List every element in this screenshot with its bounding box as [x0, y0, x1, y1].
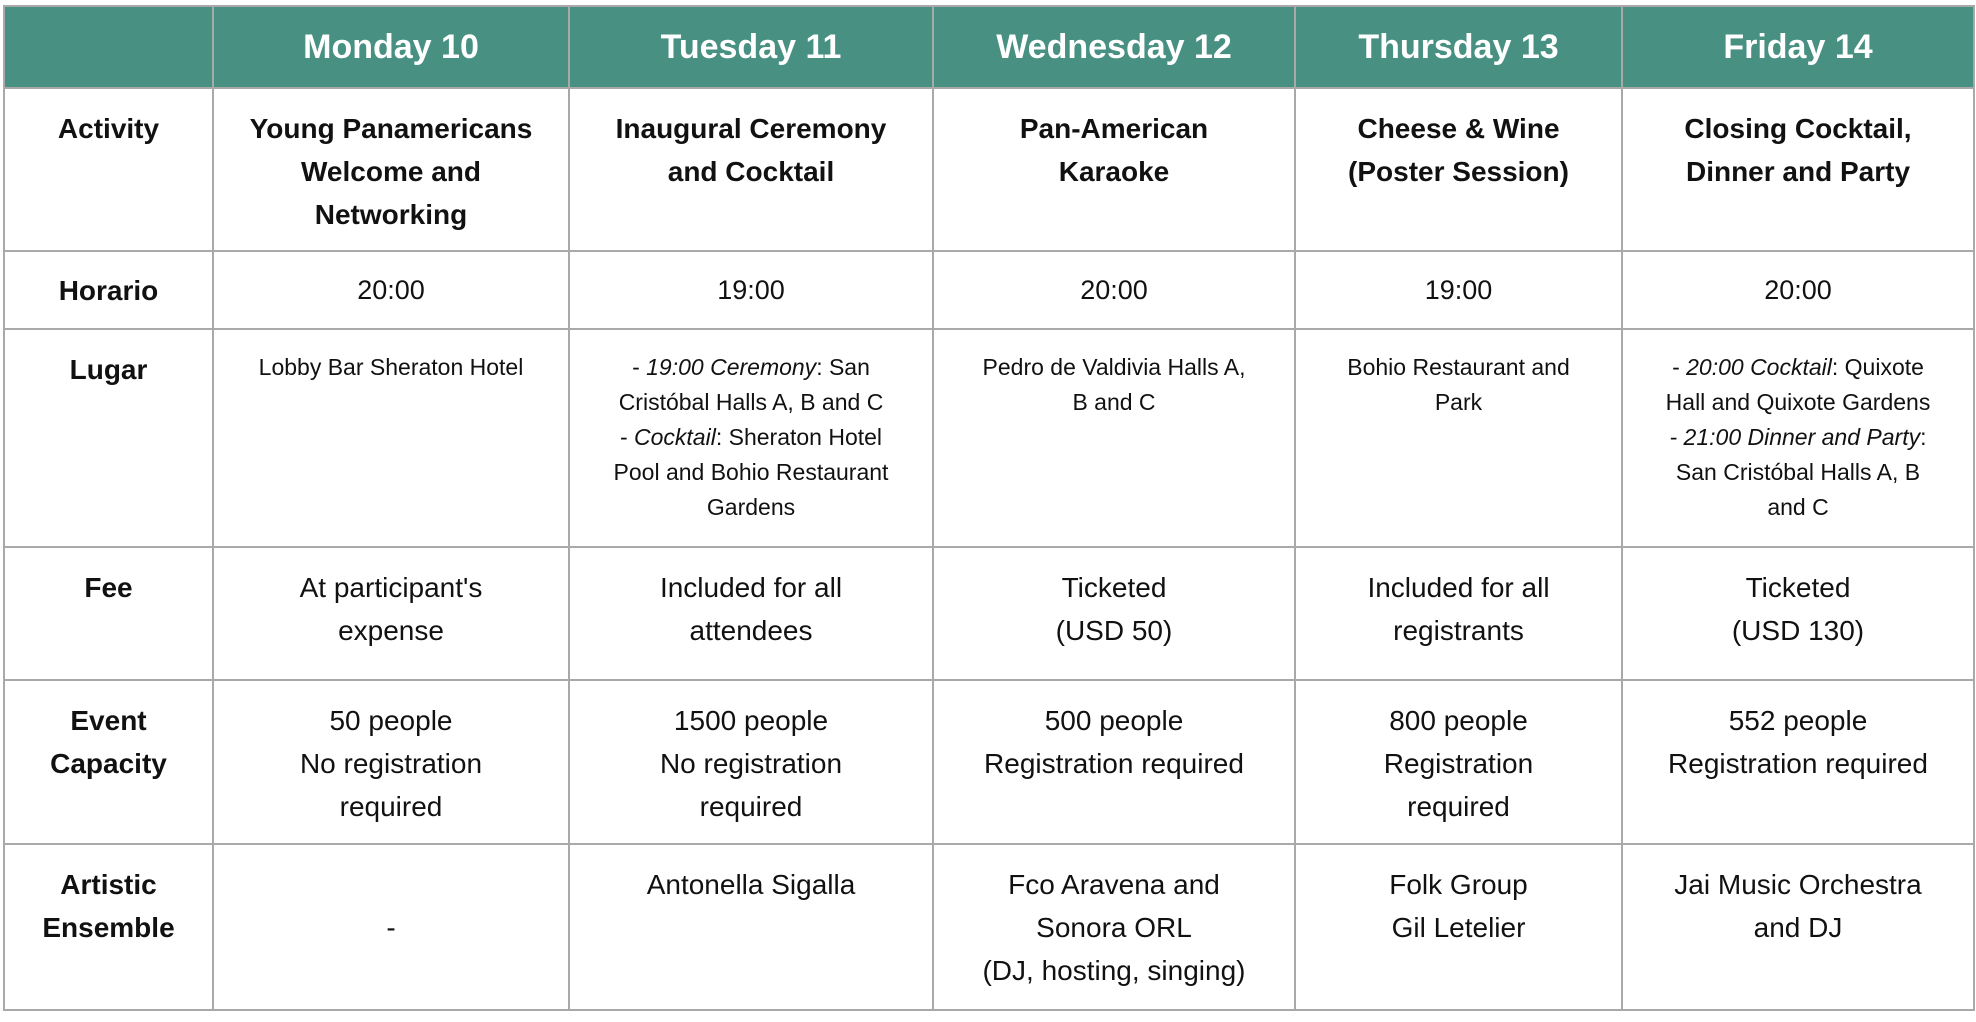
- activity-text: Networking: [314, 199, 468, 230]
- activity-text: Dinner and Party: [1685, 156, 1911, 187]
- capacity-row: [4, 680, 1974, 844]
- activity-text: Inaugural Ceremony: [615, 113, 887, 144]
- activity-text: and Cocktail: [667, 156, 835, 187]
- ensemble-text: -: [386, 911, 396, 943]
- place-cell-wednesday: [933, 329, 1295, 547]
- time-cell-friday: 20:00: [1622, 251, 1974, 329]
- place-text: Pool and Bohio Restaurant: [613, 459, 889, 485]
- place-cell-tuesday: [569, 329, 933, 547]
- time-cell-monday: 20:00: [213, 251, 569, 329]
- capacity-text: 50 people: [329, 705, 453, 736]
- event-schedule-table: [3, 5, 1975, 1011]
- activity-text: Welcome and: [301, 156, 481, 187]
- fee-cell-thursday: [1295, 547, 1622, 680]
- place-item-title: 19:00 Ceremony: [646, 354, 817, 380]
- header-row: [4, 6, 1974, 88]
- place-text: : Quixote: [1831, 354, 1924, 380]
- place-text: and C: [1767, 494, 1829, 520]
- place-text: Cristóbal Halls A, B and C: [618, 389, 884, 415]
- ensemble-text: (DJ, hosting, singing): [982, 955, 1246, 986]
- fee-text: Ticketed: [1745, 572, 1851, 603]
- capacity-text: No registration: [299, 748, 483, 779]
- capacity-text: 500 people: [1044, 705, 1184, 736]
- ensemble-cell-monday: [213, 844, 569, 1010]
- place-item-title: 20:00 Cocktail: [1686, 354, 1832, 380]
- fee-text: Included for all: [1367, 572, 1550, 603]
- fee-text: At participant's: [299, 572, 483, 603]
- fee-text: (USD 50): [1055, 615, 1173, 646]
- place-cell-thursday: [1295, 329, 1622, 547]
- row-label-fee: Fee: [4, 547, 213, 680]
- activity-text: Young Panamericans: [249, 113, 533, 144]
- fee-text: (USD 130): [1731, 615, 1865, 646]
- ensemble-text: Antonella Sigalla: [646, 869, 856, 900]
- capacity-cell-thursday: [1295, 680, 1622, 844]
- place-text: Park: [1434, 389, 1483, 415]
- list-dash: -: [1672, 354, 1687, 380]
- place-text: Lobby Bar Sheraton Hotel: [258, 354, 524, 380]
- fee-cell-friday: [1622, 547, 1974, 680]
- place-text: Gardens: [706, 494, 796, 520]
- activity-cell-wednesday: [933, 88, 1295, 251]
- fee-text: attendees: [689, 615, 813, 646]
- capacity-text: required: [339, 791, 443, 822]
- row-label-text: Ensemble: [42, 912, 175, 943]
- fee-text: Ticketed: [1061, 572, 1167, 603]
- fee-row: [4, 547, 1974, 680]
- header-day-friday: Friday 14: [1622, 6, 1974, 88]
- header-day-tuesday: Tuesday 11: [569, 6, 933, 88]
- fee-text: expense: [338, 615, 444, 646]
- header-day-thursday: Thursday 13: [1295, 6, 1622, 88]
- row-label-text: Capacity: [50, 748, 167, 779]
- time-cell-wednesday: 20:00: [933, 251, 1295, 329]
- activity-cell-friday: [1622, 88, 1974, 251]
- capacity-text: required: [1407, 791, 1510, 822]
- capacity-cell-wednesday: [933, 680, 1295, 844]
- fee-text: registrants: [1393, 615, 1524, 646]
- ensemble-cell-wednesday: [933, 844, 1295, 1010]
- ensemble-cell-thursday: [1295, 844, 1622, 1010]
- header-day-wednesday: Wednesday 12: [933, 6, 1295, 88]
- row-label-horario: Horario: [4, 251, 213, 329]
- fee-cell-monday: [213, 547, 569, 680]
- place-text: Bohio Restaurant and: [1347, 354, 1570, 380]
- place-text: San Cristóbal Halls A, B: [1675, 459, 1921, 485]
- ensemble-row: [4, 844, 1974, 1010]
- row-label-capacity: [4, 680, 213, 844]
- header-day-monday: Monday 10: [213, 6, 569, 88]
- row-label-text: Event: [70, 705, 147, 736]
- place-text: :: [1920, 424, 1927, 450]
- row-label-text: Artistic: [60, 869, 157, 900]
- fee-cell-wednesday: [933, 547, 1295, 680]
- place-text: B and C: [1072, 389, 1156, 415]
- capacity-cell-tuesday: [569, 680, 933, 844]
- row-label-activity: Activity: [4, 88, 213, 251]
- lugar-row: [4, 329, 1974, 547]
- place-item-title: Cocktail: [634, 424, 716, 450]
- activity-text: Cheese & Wine: [1357, 113, 1560, 144]
- ensemble-cell-tuesday: [569, 844, 933, 1010]
- time-cell-thursday: 19:00: [1295, 251, 1622, 329]
- place-cell-friday: [1622, 329, 1974, 547]
- activity-cell-thursday: [1295, 88, 1622, 251]
- time-cell-tuesday: 19:00: [569, 251, 933, 329]
- activity-cell-tuesday: [569, 88, 933, 251]
- activity-row: [4, 88, 1974, 251]
- activity-text: Pan-American: [1019, 113, 1209, 144]
- place-text: : San: [816, 354, 870, 380]
- ensemble-text: Folk Group: [1389, 869, 1528, 900]
- capacity-cell-friday: [1622, 680, 1974, 844]
- fee-cell-tuesday: [569, 547, 933, 680]
- ensemble-text: Jai Music Orchestra: [1674, 869, 1922, 900]
- fee-text: Included for all: [659, 572, 843, 603]
- place-text: Pedro de Valdivia Halls A,: [982, 354, 1246, 380]
- place-text: : Sheraton Hotel: [715, 424, 883, 450]
- capacity-text: required: [699, 791, 803, 822]
- place-item-title: - 21:00 Dinner and Party: [1669, 424, 1921, 450]
- capacity-text: No registration: [659, 748, 843, 779]
- place-cell-monday: [213, 329, 569, 547]
- list-dash: -: [632, 354, 647, 380]
- activity-text: Karaoke: [1058, 156, 1170, 187]
- horario-row: [4, 251, 1974, 329]
- activity-text: (Poster Session): [1348, 156, 1569, 187]
- capacity-text: Registration required: [1668, 748, 1928, 779]
- ensemble-text: Sonora ORL: [1036, 912, 1192, 943]
- ensemble-text: and DJ: [1753, 912, 1843, 943]
- capacity-text: 552 people: [1728, 705, 1868, 736]
- capacity-text: 1500 people: [673, 705, 829, 736]
- row-label-lugar: Lugar: [4, 329, 213, 547]
- capacity-text: Registration required: [984, 748, 1244, 779]
- ensemble-text: Fco Aravena and: [1008, 869, 1220, 900]
- ensemble-text: Gil Letelier: [1391, 912, 1526, 943]
- activity-cell-monday: [213, 88, 569, 251]
- activity-text: Closing Cocktail,: [1684, 113, 1912, 144]
- list-dash: -: [619, 424, 635, 450]
- place-text: Hall and Quixote Gardens: [1665, 389, 1931, 415]
- row-label-ensemble: [4, 844, 213, 1010]
- capacity-text: 800 people: [1389, 705, 1528, 736]
- ensemble-cell-friday: [1622, 844, 1974, 1010]
- header-corner-cell: [4, 6, 213, 88]
- capacity-cell-monday: [213, 680, 569, 844]
- capacity-text: Registration: [1383, 748, 1534, 779]
